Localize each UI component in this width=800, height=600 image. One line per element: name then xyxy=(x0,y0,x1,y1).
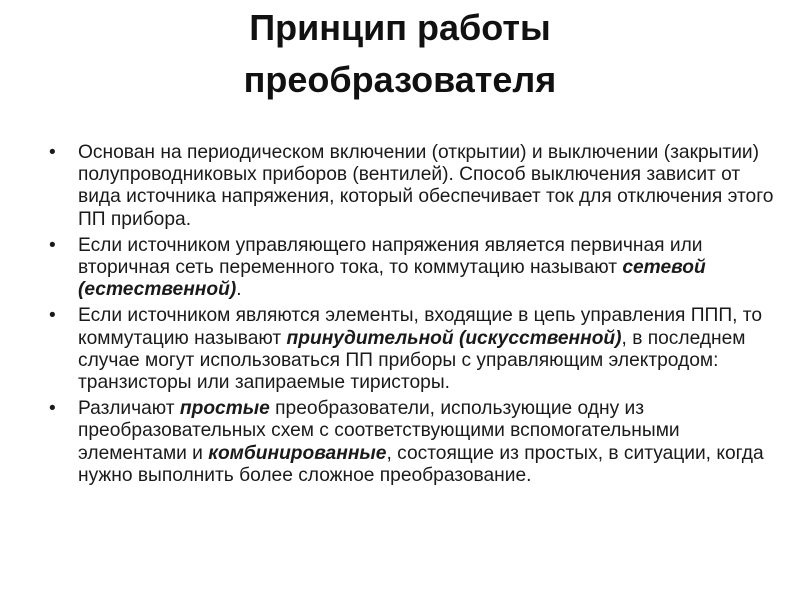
bullet-text: преобразователи, использующие одну из преобразовательных схем с соответствующими вспомогательными элементами и xyxy=(78,398,680,464)
bullet-text: , состоящие из простых, в ситуации, когда нужно выполнить более сложное преобразование. xyxy=(78,442,764,486)
bullet-text: , в последнем случае могут использоваться ПП приборы с управляющим электродом: транзисторы или запираемые тиристоры. xyxy=(78,327,746,394)
bullet-item-2 xyxy=(48,235,778,302)
slide-title-line-2: преобразователя xyxy=(243,59,557,100)
bullet-item-3 xyxy=(48,305,778,394)
emphasis-term: сетевой (естественной) xyxy=(78,257,706,301)
slide-title xyxy=(0,2,800,106)
bullet-text: . xyxy=(236,279,242,301)
slide-title-line-1: Принцип работы xyxy=(249,7,551,48)
bullet-marker: • xyxy=(49,142,56,163)
emphasis-term: комбинированные xyxy=(208,442,387,464)
bullet-text: Основан на периодическом включении (открытии) и выключении (закрытии) полупроводниковых приборов (вентилей). Способ выключения зависит от вида источника напряжения, который обеспечивает ток для отключения этого ПП прибора. xyxy=(78,142,774,230)
bullet-text: Если источником управляющего напряжения является первичная или вторичная сеть переменного тока, то коммутацию называют xyxy=(78,234,703,279)
bullet-text: Различают xyxy=(78,398,180,420)
bullet-marker: • xyxy=(49,305,56,327)
bullet-item-1 xyxy=(48,142,778,231)
bullet-item-4 xyxy=(48,398,778,487)
emphasis-term: простые xyxy=(179,398,270,420)
bullet-list xyxy=(48,142,778,491)
bullet-text: Если источником являются элементы, входящие в цепь управления ППП, то коммутацию называют xyxy=(78,305,763,349)
bullet-marker: • xyxy=(49,234,56,256)
emphasis-term: принудительной (искусственной) xyxy=(286,327,622,349)
bullet-marker: • xyxy=(49,398,56,420)
